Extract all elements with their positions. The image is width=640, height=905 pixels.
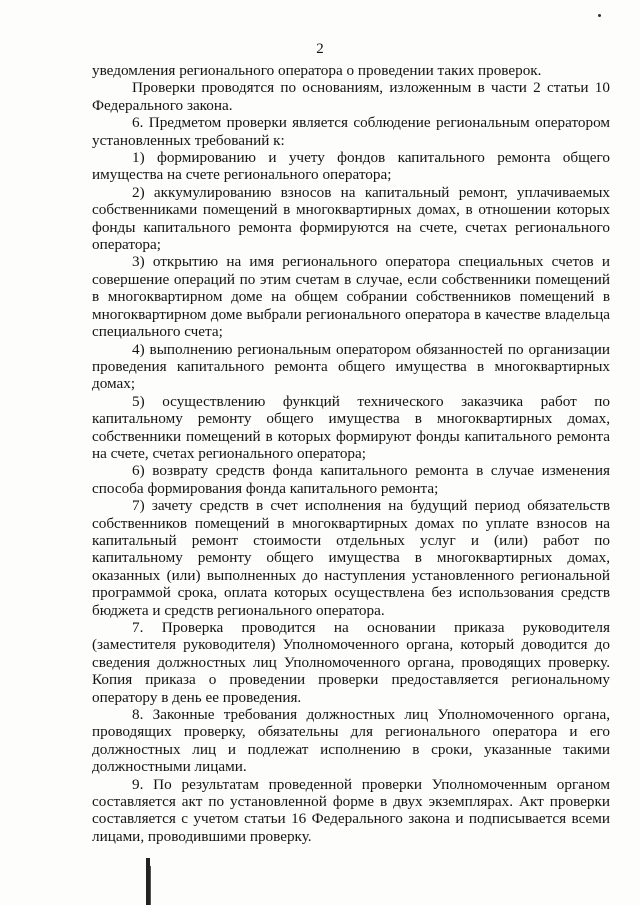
page-number: 2 [316,41,324,57]
scan-dot-mark [598,14,601,17]
list-item-1: 1) формированию и учету фондов капитального ремонта общего имущества на счете регионального оператора; [92,149,610,184]
list-item-2: 2) аккумулированию взносов на капитальный ремонт, уплачиваемых собственниками помещений в многоквартирных домах, в отношении которых фонды капитального ремонта формируются на счете, счетах регионального оператора; [92,183,610,254]
paragraph-6-subject: 6. Предметом проверки является соблюдение региональным оператором установленных требований к: [92,114,610,149]
list-item-7: 7) зачету средств в счет исполнения на будущий период обязательств собственников помещений в многоквартирных домах по уплате взносов на капитальный ремонт стоимости отдельных услуг и (или) работ по капитальному ремонту общего имущества в многоквартирных домах, оказанных (или) выполненных до наступления установленного региональной программой срока, оплата которых осуществлена без использования средств бюджета и средств регионального оператора. [92,497,610,619]
paragraph-8-requirements: 8. Законные требования должностных лиц Уполномоченного органа, проводящих проверку, обязательны для регионального оператора и его должностных лиц и подлежат исполнению в сроки, указанные такими должностными лицами. [92,706,610,776]
list-item-4: 4) выполнению региональным оператором обязанностей по организации проведения капитального ремонта общего имущества в многоквартирных домах; [92,340,610,393]
document-body [92,62,610,845]
scan-binding-mark-thin [150,866,151,905]
paragraph-9-results: 9. По результатам проведенной проверки Уполномоченным органом составляется акт по установленной форме в двух экземплярах. Акт проверки составляется с учетом статьи 16 Федерального закона и подписывается всеми лицами, проводившими проверку. [92,775,610,845]
paragraph-grounds: Проверки проводятся по основаниям, изложенным в части 2 статьи 10 Федерального закона. [92,79,610,114]
paragraph-continuation: уведомления регионального оператора о проведении таких проверок. [92,62,542,79]
list-item-5: 5) осуществлению функций технического заказчика работ по капитальному ремонту общего имущества в многоквартирных домах, собственники помещений в которых формируют фонды капитального ремонта на счете, счетах регионального оператора; [92,392,610,462]
paragraph-7-order: 7. Проверка проводится на основании приказа руководителя (заместителя руководителя) Уполномоченного органа, который доводится до сведения должностных лиц Уполномоченного органа, проводящих проверку. Копия приказа о проведении проверки предоставляется региональному оператору в день ее проведения. [92,619,610,706]
list-item-3: 3) открытию на имя регионального оператора специальных счетов и совершение операций по этим счетам в случае, если собственники помещений в многоквартирном доме на общем собрании собственников помещений в многоквартирном доме выбрали регионального оператора в качестве владельца специального счета; [92,253,610,341]
list-item-6: 6) возврату средств фонда капитального ремонта в случае изменения способа формирования фонда капитального ремонта; [92,462,610,497]
